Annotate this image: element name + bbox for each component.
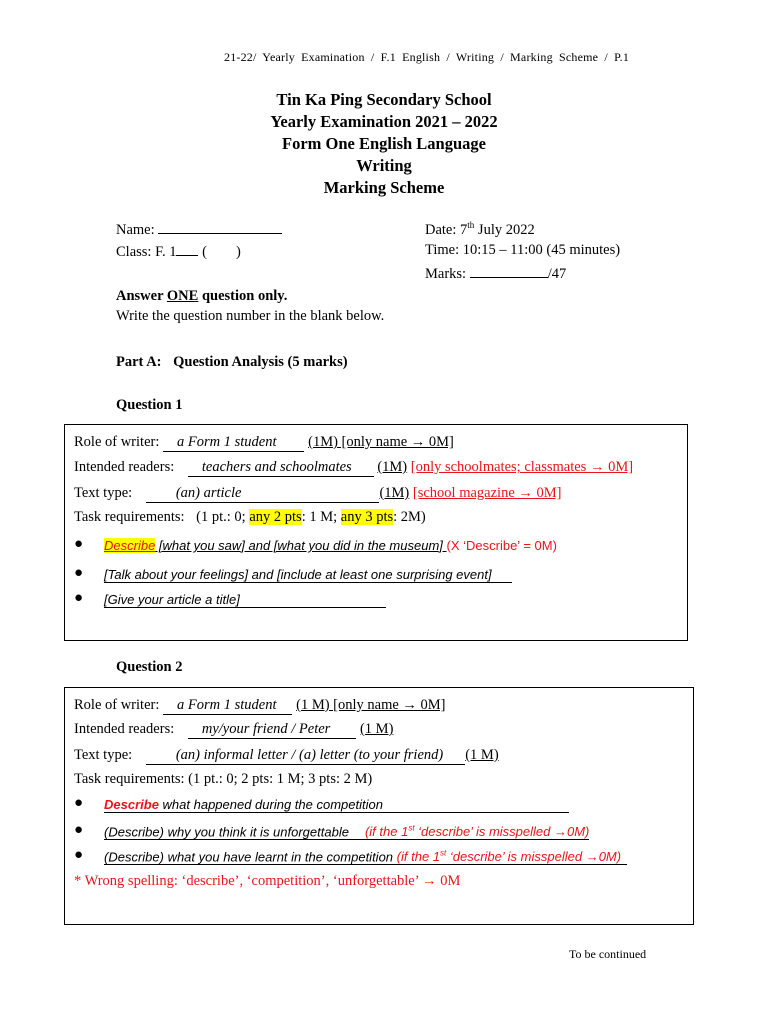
- bullet-icon: ●: [74, 795, 84, 811]
- q1-b1-describe: Describe: [104, 538, 156, 553]
- q1-readers-mark: (1M): [377, 459, 408, 475]
- class-blank: [176, 242, 198, 256]
- q2-role-mark: (1 M) [only name → 0M]: [296, 697, 446, 713]
- date-label: Date: 7: [425, 221, 468, 238]
- part-a-title: Question Analysis (5 marks): [173, 354, 348, 370]
- class-label: Class: F. 1: [116, 244, 177, 260]
- instruction-line-1: [116, 288, 287, 305]
- q2-type-mark: (1 M): [465, 747, 499, 763]
- q1-task-label: Task requirements:: [74, 509, 185, 525]
- q2-b2-text: (Describe) why you think it is unforgettable: [104, 824, 349, 840]
- q2-readers-label: Intended readers:: [74, 721, 175, 737]
- date-rest: July 2022: [474, 221, 535, 238]
- question-1-box: [64, 424, 688, 641]
- q1-type-value: (an) article: [146, 485, 380, 503]
- q1-type-label: Text type:: [74, 485, 133, 501]
- class-number-paren: ( ): [202, 244, 241, 260]
- instruction-pre: Answer: [116, 288, 167, 304]
- q1-type-mark: (1M): [379, 485, 410, 501]
- q1-role-line: [74, 434, 454, 452]
- date-field: [425, 220, 535, 239]
- q1-role-value: a Form 1 student: [163, 434, 304, 452]
- q2-b1-describe: Describe: [104, 797, 159, 812]
- q1-role-label: Role of writer:: [74, 434, 160, 450]
- instruction-one: ONE: [166, 288, 199, 304]
- q1-type-line: [74, 485, 561, 503]
- q2-b3-note-b: ‘describe’ is misspelled →0M): [446, 849, 622, 865]
- subject-title: Form One English Language: [282, 134, 486, 153]
- document-type-title: Marking Scheme: [323, 178, 445, 197]
- q1-task-part-c: : 2M): [393, 509, 426, 525]
- q1-task-part-a: (1 pt.: 0;: [196, 509, 250, 525]
- q2-b2-note-a: (if the 1: [364, 824, 409, 840]
- q1-readers-label: Intended readers:: [74, 459, 175, 475]
- q1-bullet-3: [104, 592, 386, 608]
- q1-b1-note: (X ‘Describe’ = 0M): [446, 538, 557, 553]
- q2-spelling-note: * Wrong spelling: ‘describe’, ‘competition’, ‘unforgettable’ → 0M: [74, 873, 461, 889]
- bullet-icon: ●: [74, 590, 84, 606]
- q2-role-line: [74, 697, 446, 715]
- q1-readers-value: teachers and schoolmates: [188, 459, 374, 477]
- q1-type-note: [school magazine → 0M]: [412, 485, 562, 501]
- marks-total: /47: [547, 266, 567, 282]
- bullet-icon: ●: [74, 822, 84, 838]
- name-label: Name:: [116, 222, 155, 238]
- instruction-post: question only.: [198, 288, 288, 304]
- q2-b1-text: what happened during the competition: [158, 797, 383, 812]
- q1-task-highlight-2: any 3 pts: [340, 509, 394, 525]
- paper-title: Writing: [356, 156, 412, 175]
- q2-task-line: Task requirements: (1 pt.: 0; 2 pts: 1 M; 3 pts: 2 M): [74, 771, 373, 787]
- name-field: [116, 220, 282, 239]
- marks-label: Marks:: [425, 266, 467, 282]
- q2-bullet-3: [104, 849, 627, 865]
- q1-b1-text: [what you saw] and [what you did in the museum]: [155, 538, 447, 553]
- q2-b3-text: (Describe) what you have learnt in the competition: [104, 849, 397, 865]
- q1-role-mark: (1M) [only name → 0M]: [308, 434, 454, 450]
- q2-readers-value: my/your friend / Peter: [188, 721, 356, 739]
- q1-task-line: [74, 509, 426, 526]
- q2-type-line: [74, 747, 499, 765]
- q2-type-value: (an) informal letter / (a) letter (to your friend): [146, 747, 465, 765]
- q2-readers-line: [74, 721, 393, 739]
- part-a-heading: [116, 354, 348, 371]
- q2-bullet-2: [104, 824, 589, 840]
- q2-role-value: a Form 1 student: [163, 697, 292, 715]
- marks-blank: [470, 264, 548, 278]
- q1-task-highlight-1: any 2 pts: [249, 509, 302, 525]
- question-1-heading: Question 1: [116, 397, 183, 413]
- bullet-icon: ●: [74, 565, 84, 581]
- exam-title: Yearly Examination 2021 – 2022: [270, 112, 498, 131]
- page-header: 21-22/ Yearly Examination / F.1 English / Writing / Marking Scheme / P.1: [224, 50, 630, 64]
- q2-b2-note-sup: st: [408, 824, 415, 833]
- q2-b3-note-sup: st: [440, 849, 447, 858]
- q2-b2-note-b: ‘describe’ is misspelled →0M): [414, 824, 590, 840]
- q2-type-label: Text type:: [74, 747, 133, 763]
- q1-bullet-2: [104, 567, 512, 583]
- marks-field: [425, 264, 566, 283]
- q2-role-label: Role of writer:: [74, 697, 160, 713]
- q2-b3-note-a: (if the 1: [396, 849, 441, 865]
- q1-b3-text: [Give your article a title]: [104, 592, 386, 608]
- bullet-icon: ●: [74, 847, 84, 863]
- q2-bullet-1: [104, 797, 569, 813]
- part-a-label: Part A:: [116, 354, 162, 370]
- bullet-icon: ●: [74, 536, 84, 552]
- q1-b2-text: [Talk about your feelings] and [include at least one surprising event]: [104, 567, 512, 583]
- question-2-heading: Question 2: [116, 659, 183, 675]
- q1-task-part-b: : 1 M;: [301, 509, 341, 525]
- q1-readers-note: [only schoolmates; classmates → 0M]: [410, 459, 634, 475]
- date-superscript: th: [467, 220, 475, 230]
- school-title: Tin Ka Ping Secondary School: [276, 90, 492, 109]
- class-field: [116, 242, 241, 261]
- q1-readers-line: [74, 459, 633, 477]
- q2-readers-mark: (1 M): [359, 721, 394, 737]
- q1-bullet-1: [104, 538, 557, 553]
- time-field: Time: 10:15 – 11:00 (45 minutes): [425, 242, 621, 258]
- instruction-line-2: Write the question number in the blank below.: [116, 308, 385, 324]
- name-blank: [158, 220, 282, 234]
- continued-note: To be continued: [569, 947, 647, 961]
